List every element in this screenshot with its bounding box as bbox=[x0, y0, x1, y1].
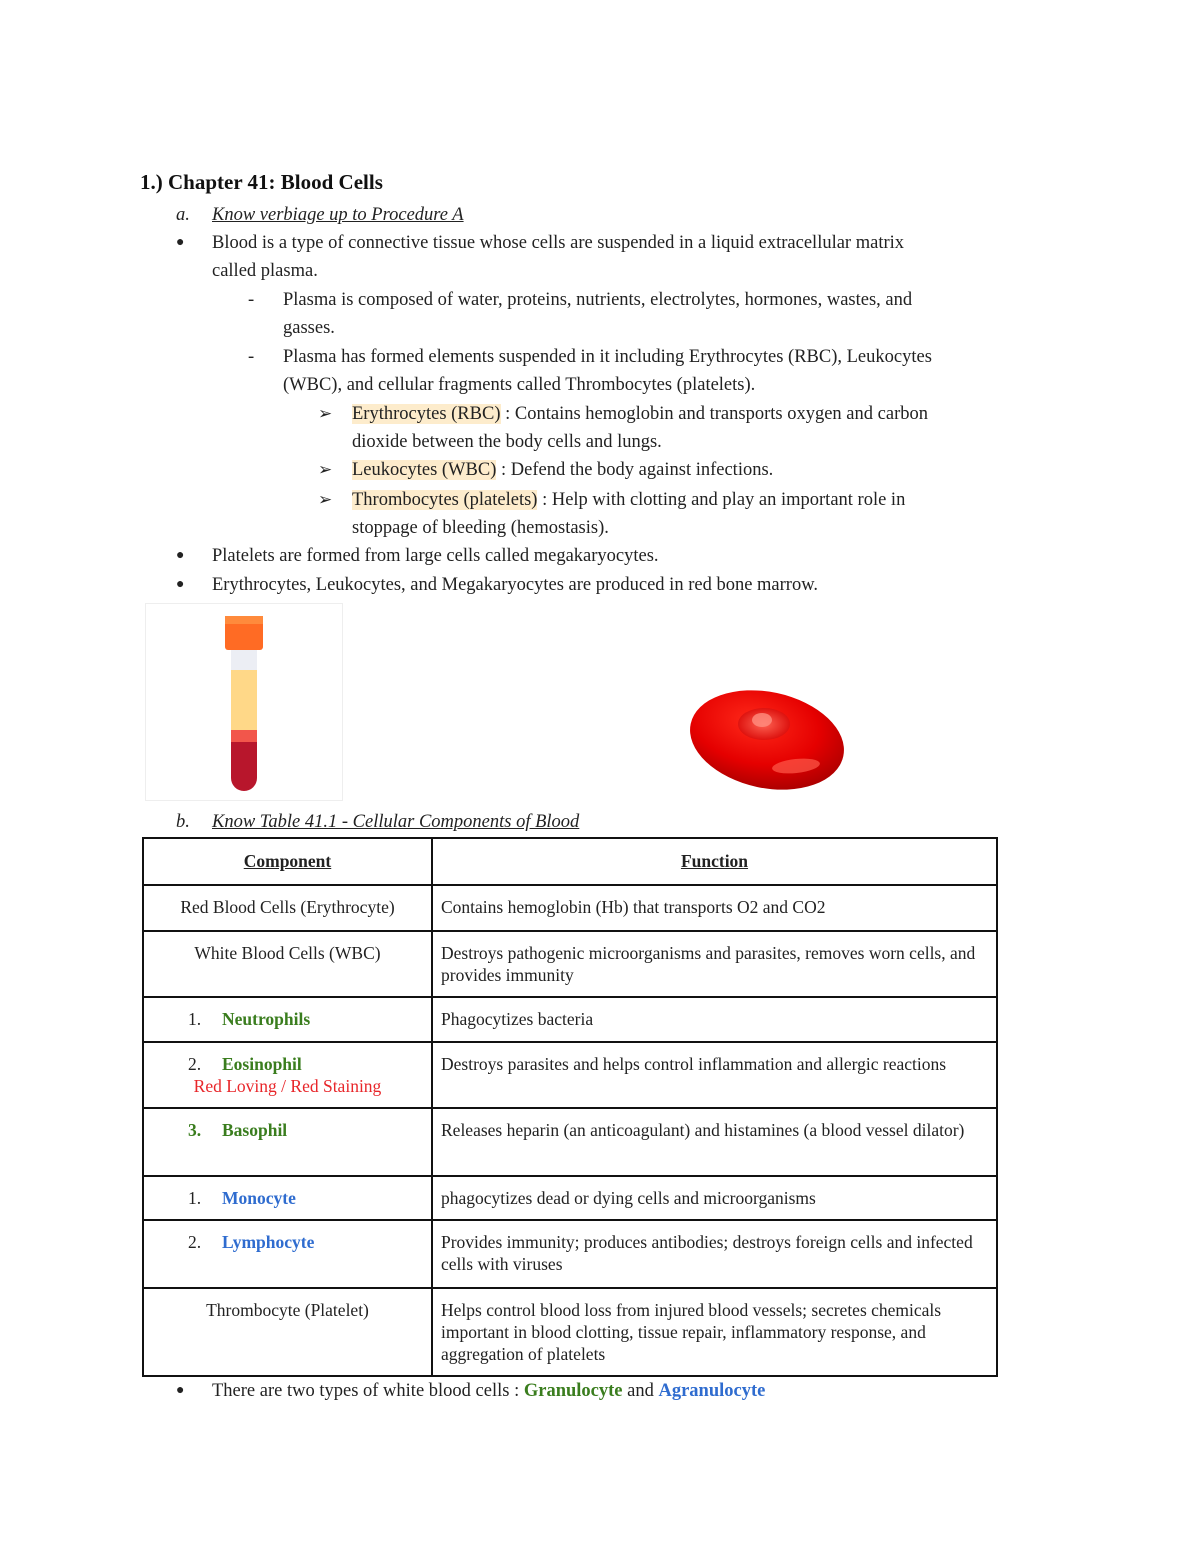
arrow1-rest: : Contains hemoglobin and transports oxygen and carbon bbox=[500, 404, 928, 424]
column-header: Component bbox=[143, 838, 432, 885]
bullet4-text: There are two types of white blood cells : bbox=[212, 1381, 524, 1401]
bullet4-and: and bbox=[622, 1381, 659, 1401]
arrow3-line2: stoppage of bleeding (hemostasis). bbox=[352, 518, 609, 538]
term-highlight: Erythrocytes (RBC) bbox=[352, 404, 501, 424]
bullet-icon: ● bbox=[176, 1383, 185, 1398]
bullet3: Erythrocytes, Leukocytes, and Megakaryocytes are produced in red bone marrow. bbox=[212, 575, 818, 595]
component-label: Monocyte bbox=[222, 1188, 296, 1208]
function-text: Provides immunity; produces antibodies; destroys foreign cells and infected cells with viruses bbox=[441, 1232, 973, 1274]
component-label: Lymphocyte bbox=[222, 1232, 315, 1252]
component-label: White Blood Cells (WBC) bbox=[194, 943, 381, 963]
function-text: Phagocytizes bacteria bbox=[441, 1009, 594, 1029]
function-text: Destroys parasites and helps control inflammation and allergic reactions bbox=[441, 1054, 947, 1074]
function-cell bbox=[432, 1220, 997, 1288]
section-a bbox=[176, 201, 190, 229]
bullet-icon: ● bbox=[176, 577, 185, 592]
arrow3-rest: : Help with clotting and play an important role in bbox=[537, 490, 906, 510]
function-text: Contains hemoglobin (Hb) that transports O2 and CO2 bbox=[441, 897, 826, 917]
term-highlight: Leukocytes (WBC) bbox=[352, 460, 497, 480]
table-row bbox=[143, 1220, 997, 1288]
function-cell bbox=[432, 1108, 997, 1176]
arrow1-line2: dioxide between the body cells and lungs. bbox=[352, 432, 662, 452]
section-b-title: Know Table 41.1 - Cellular Components of Blood bbox=[212, 812, 580, 832]
red-blood-cell-image bbox=[686, 686, 848, 794]
section-a-title: Know verbiage up to Procedure A bbox=[212, 205, 464, 225]
agranulocyte-term: Agranulocyte bbox=[658, 1381, 766, 1401]
arrow2-rest: : Defend the body against infections. bbox=[496, 460, 774, 480]
arrow2-line1 bbox=[352, 456, 773, 484]
function-cell bbox=[432, 1176, 997, 1220]
dash1-line2: gasses. bbox=[283, 318, 335, 338]
component-label: Red Blood Cells (Erythrocyte) bbox=[180, 897, 395, 917]
list-number: 1. bbox=[188, 1009, 202, 1029]
term-highlight: Thrombocytes (platelets) bbox=[352, 490, 538, 510]
function-cell bbox=[432, 1042, 997, 1108]
table-header-row bbox=[143, 838, 997, 885]
bullet1-line1: Blood is a type of connective tissue whose cells are suspended in a liquid extracellular matrix bbox=[212, 233, 905, 253]
component-cell bbox=[143, 1042, 432, 1108]
arrow-bullet-icon: ➢ bbox=[318, 490, 333, 509]
list-number: 1. bbox=[188, 1188, 202, 1208]
section-b-letter: b. bbox=[176, 812, 190, 832]
function-cell bbox=[432, 931, 997, 997]
component-label: Thrombocyte (Platelet) bbox=[206, 1300, 369, 1320]
table-row bbox=[143, 885, 997, 931]
bullet1-line2: called plasma. bbox=[212, 261, 318, 281]
function-cell bbox=[432, 885, 997, 931]
component-cell bbox=[143, 1288, 432, 1376]
table-row bbox=[143, 1108, 997, 1176]
list-number: 2. bbox=[188, 1054, 202, 1074]
component-cell bbox=[143, 1220, 432, 1288]
function-text: phagocytizes dead or dying cells and microorganisms bbox=[441, 1188, 816, 1208]
function-cell bbox=[432, 997, 997, 1042]
function-text: Destroys pathogenic microorganisms and parasites, removes worn cells, and provides immunity bbox=[441, 943, 976, 985]
list-number: 3. bbox=[188, 1120, 202, 1140]
function-cell bbox=[432, 1288, 997, 1376]
bullet-icon: ● bbox=[176, 235, 185, 250]
bullet2: Platelets are formed from large cells called megakaryocytes. bbox=[212, 546, 659, 566]
dash-icon: - bbox=[248, 347, 255, 367]
component-cell bbox=[143, 931, 432, 997]
component-cell bbox=[143, 997, 432, 1042]
section-b bbox=[176, 808, 190, 836]
function-text: Releases heparin (an anticoagulant) and histamines (a blood vessel dilator) bbox=[441, 1120, 965, 1140]
blood-tube-image bbox=[145, 603, 343, 801]
column-header: Function bbox=[432, 838, 997, 885]
dash1-line1: Plasma is composed of water, proteins, nutrients, electrolytes, hormones, wastes, and bbox=[283, 290, 913, 310]
page-title: 1.) Chapter 41: Blood Cells bbox=[140, 170, 383, 194]
component-cell bbox=[143, 1108, 432, 1176]
table-row bbox=[143, 931, 997, 997]
table-row bbox=[143, 1042, 997, 1108]
component-label: Basophil bbox=[222, 1120, 288, 1140]
bullet-icon: ● bbox=[176, 548, 185, 563]
component-cell bbox=[143, 1176, 432, 1220]
dash2-line1: Plasma has formed elements suspended in it including Erythrocytes (RBC), Leukocytes bbox=[283, 347, 932, 367]
arrow-bullet-icon: ➢ bbox=[318, 404, 333, 423]
arrow3-line1 bbox=[352, 486, 905, 514]
dash2-line2: (WBC), and cellular fragments called Thrombocytes (platelets). bbox=[283, 375, 756, 395]
table-row bbox=[143, 1288, 997, 1376]
list-number: 2. bbox=[188, 1232, 202, 1252]
table-row bbox=[143, 997, 997, 1042]
component-label: Eosinophil bbox=[222, 1054, 302, 1074]
component-label: Neutrophils bbox=[222, 1009, 311, 1029]
function-text: Helps control blood loss from injured blood vessels; secretes chemicals important in blood clotting, tissue repair, inflammatory response, and aggregation of platelets bbox=[441, 1300, 942, 1364]
section-a-letter: a. bbox=[176, 205, 190, 225]
component-note: Red Loving / Red Staining bbox=[193, 1076, 382, 1096]
components-table bbox=[142, 837, 998, 1377]
arrow-bullet-icon: ➢ bbox=[318, 460, 333, 479]
arrow1-line1 bbox=[352, 400, 928, 428]
dash-icon: - bbox=[248, 290, 255, 310]
component-cell bbox=[143, 885, 432, 931]
granulocyte-term: Granulocyte bbox=[523, 1381, 623, 1401]
table-row bbox=[143, 1176, 997, 1220]
bullet4 bbox=[212, 1377, 765, 1405]
